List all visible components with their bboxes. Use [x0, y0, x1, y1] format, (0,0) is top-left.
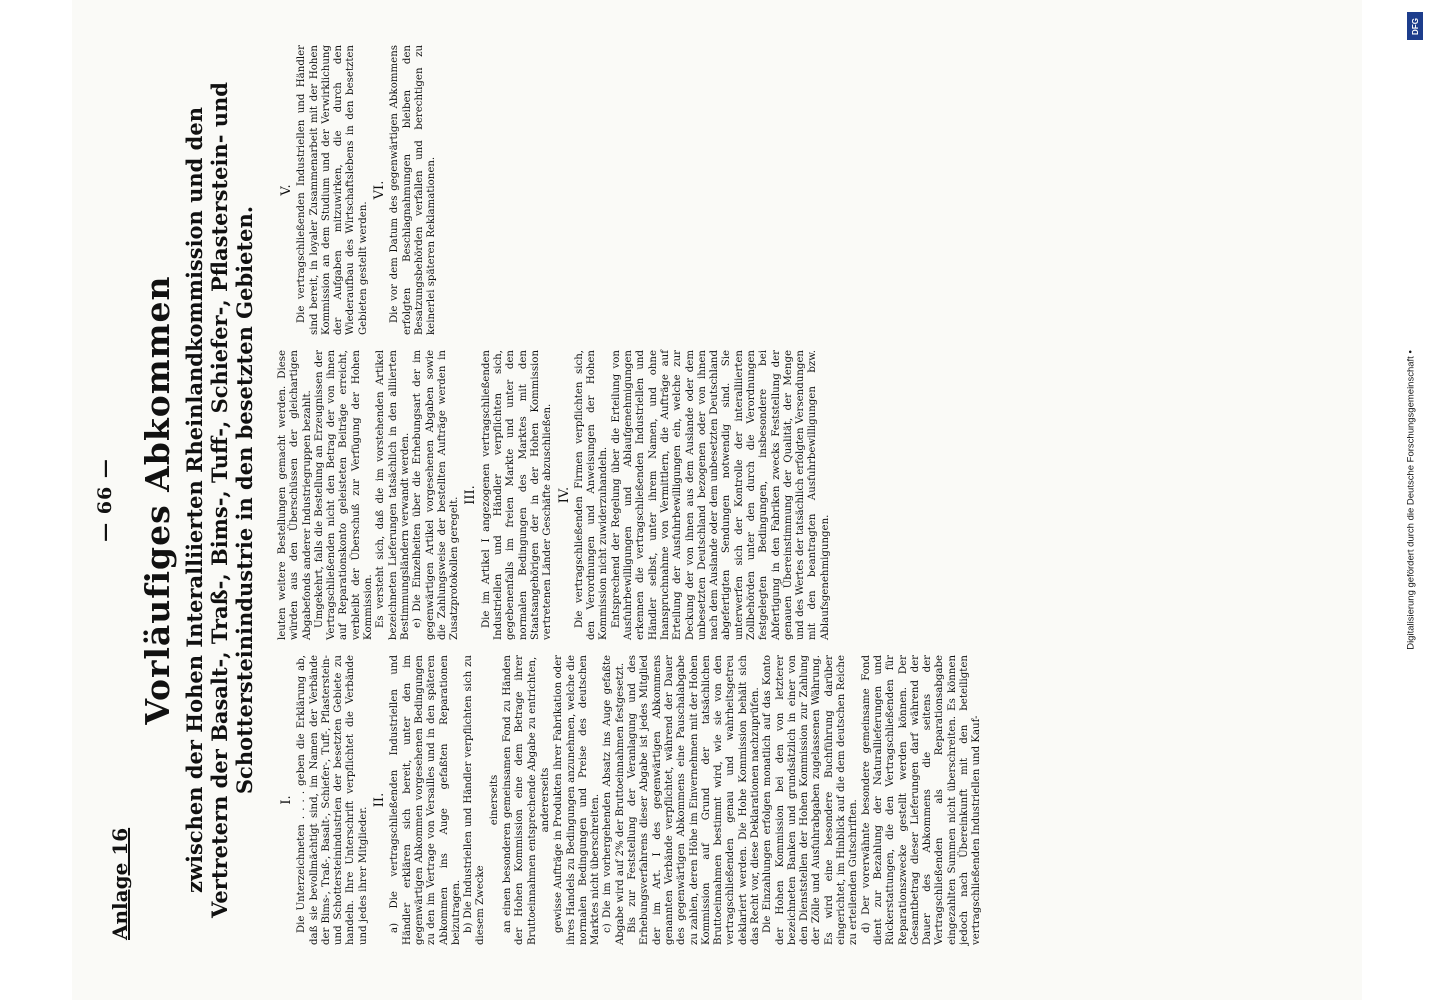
scanned-page [72, 0, 1362, 1000]
document-subtitle: zwischen der Hohen Interalliierten Rheinlandkommission und den Vertretern der Basalt-, Traß-, Bims-, Tuff-, Schiefer-, Pflasterstein- und Schottersteinindustrie in den besetzten Gebieten. [182, 82, 257, 918]
paragraph: Umgekehrt, falls die Bestellung an Erzeugnissen der Vertragschließenden nicht den Betrag der von ihnen auf Reparationskonto geleisteten Beiträge erreicht, verbleibt der Überschuß zur Verfügung der Hohen Kommission. [313, 350, 375, 640]
dfg-logo-text: DFG [1410, 17, 1420, 35]
paragraph: b) Die Industriellen und Händler verpflichten sich zu diesem Zwecke [463, 655, 487, 945]
annex-label: Anlage 16 [108, 827, 132, 940]
paragraph: a) Die vertragschließenden Industriellen und Händler erklären sich bereit, unter den im gegenwärtigen Abkommen vorgesehenen Bedingungen zu den im Vertrage von Versailles und in den späteren Abkommen ins Auge gefaßten Reparationen beizutragen. [389, 655, 462, 945]
paragraph: leuten weitere Bestellungen gemacht werden. Diese würden aus den Überschüssen der gleichartigen Abgabefonds anderer Industriegruppen bezahlt. [277, 350, 313, 640]
paragraph: e) Die Einzelheiten über die Erhebungsart der im gegenwärtigen Artikel vorgesehenen Abgaben sowie die Zahlungsweise der bestellten Aufträge werden in Zusatzprotokollen geregelt. [412, 350, 461, 640]
centered-line: andererseits [539, 767, 551, 833]
paragraph: Die im Artikel I angezogenen vertragschließenden Industriellen und Händler verpflichten sich, gegebenenfalls im freien Markte und unter den normalen Bedingungen des Marktes mit den Staatsangehörigen der in der Hohen Kommission vertretenen Länder Geschäfte abzuschließen. [480, 350, 554, 640]
section-heading: II. [372, 792, 388, 808]
text-column-2 [277, 350, 832, 640]
text-column-1 [277, 655, 984, 945]
section-heading: III. [463, 485, 479, 505]
paragraph: Die Einzahlungen erfolgen monatlich auf das Konto der Hohen Kommission bei den von letzterer bezeichneten Banken und grundsätzlich in einer von den Dienststellen der Hohen Kommission zur Zahlung der Zölle und Ausfuhrabgaben zugelassenen Währung. Es wird eine besondere Buchführung darüber eingerichtet, im Hinblick auf die dem deutschen Reiche zu erteilenden Gutschriften. [762, 655, 860, 945]
paragraph: Die Unterzeichneten . . . . geben die Erklärung ab, daß sie bevollmächtigt sind, im Namen der Verbände der Bims-, Traß-, Basalt-, Schiefer-, Tuff-, Pflasterstein- und Schottersteinindustrien der besetzten Gebiete zu handeln. Ihre Unterschrift verpflichtet die Verbände und jedes ihrer Mitglieder. [296, 655, 369, 945]
paragraph: Bis zur Feststellung der Veranlagung und des Erhebungsverfahrens dieser Abgabe ist jedes Mitglied der im Art. I des gegenwärtigen Abkommens genannten Verbände verpflichtet, während der Dauer des gegenwärtigen Abkommens eine Pauschalabgabe zu zahlen, deren Höhe im Einvernehmen mit der Hohen Kommission auf Grund der tatsächlichen Bruttoeinnahmen bestimmt wird, wie sie von den vertragschließenden genau und wahrheitsgetreu deklariert werden. Die Hohe Kommission behält sich das Recht vor, diese Deklarationen nachzuprüfen. [627, 655, 761, 945]
paragraph: Die vertragschließenden Industriellen und Händler sind bereit, in loyaler Zusammenarbeit mit der Hohen Kommission an dem Studium und der Verwirklichung der Aufgaben mitzuwirken, die durch den Wiederaufbau des Wirtschaftslebens in den besetzten Gebieten gestellt werden. [296, 45, 369, 335]
paragraph: gewisse Aufträge in Produkten ihrer Fabrikation oder ihres Handels zu Bedingungen anzunehmen, welche die normalen Bedingungen und Preise des deutschen Marktes nicht überschreiten. [553, 655, 602, 945]
section-heading: I. [279, 795, 294, 805]
section-heading: VI. [372, 180, 388, 200]
section-heading: IV. [556, 486, 572, 504]
paragraph: an einen besonderen gemeinsamen Fond zu Händen der Hohen Kommission eine dem Betrage ihrer Bruttoeinnahmen entsprechende Abgabe zu entrichten, [502, 655, 538, 945]
paragraph: c) Die im vorhergehenden Absatz ins Auge gefaßte Abgabe wird auf 2% der Bruttoeinnahmen festgesetzt. [602, 655, 626, 945]
section-heading: V. [279, 184, 294, 196]
digitization-note [1402, 10, 1420, 990]
paragraph: Die vor dem Datum des gegenwärtigen Abkommens erfolgten Beschlagnahmungen bleiben den Besatzungsbehörden verfallen und berechtigen zu keinerlei späteren Reklamationen. [389, 45, 438, 335]
document-title: Vorläufiges Abkommen [138, 275, 177, 725]
centered-line: einerseits [488, 774, 500, 826]
page-number: — 66 — [94, 458, 116, 542]
dfg-logo [1407, 12, 1423, 40]
paper-sheet [72, 0, 1362, 1000]
paragraph: Entsprechend der Regelung über die Erteilung von Ausfuhrbewilligungen und Ablaufgenehmigungen erkennen die vertragschließenden Industriellen und Händler selbst, unter ihrem Namen, und ohne Inanspruchnahme von Vermittlern, die Aufträge auf Erteilung der Ausfuhrbewilligungen ein, welche zur Deckung der von ihnen aus dem Auslande oder dem unbesetzten Deutschland bezogenen oder von ihnen nach dem Auslande oder dem unbesetzten Deutschland abgefertigten Sendungen notwendig sind. Sie unterwerfen sich der Kontrolle der interalliierten Zollbehörden unter den durch die Verordnungen festgelegten Bedingungen, insbesondere bei Abfertigung in den Fabriken zwecks Feststellung der genauen Übereinstimmung der Qualität, der Menge und des Wertes der tatsächlich erfolgten Versendungen mit den beantragten Ausfuhrbewilligungen bzw. Ablaufsgenehmigungen. [610, 350, 831, 640]
paragraph: Die vertragschließenden Firmen verpflichten sich, den Verordnungen und Anweisungen der Hohen Kommission nicht zuwiderzuhandeln. [573, 350, 610, 640]
paragraph: Es versteht sich, daß die im vorstehenden Artikel bezeichneten Lieferungen tatsächlich in den alliierten Bestimmungsländern verwandt werden. [375, 350, 411, 640]
paragraph: d) Der vorerwähnte besondere gemeinsame Fond dient zur Bezahlung der Naturallieferungen und Rückerstattungen, die den Vertragschließenden für Reparationszwecke gestellt werden können. Der Gesamtbetrag dieser Lieferungen darf während der Dauer des Abkommens die seitens der Vertragschließenden als Reparationsabgabe eingezahlten Summen nicht überschreiten. Es können jedoch nach Übereinkunft mit den beteiligten vertragschließenden Industriellen und Kauf- [860, 655, 983, 945]
text-column-3 [277, 45, 439, 335]
digitization-note-text: Digitalisierung gefördert durch die Deutsche Forschungsgemeinschaft • [1405, 350, 1417, 650]
